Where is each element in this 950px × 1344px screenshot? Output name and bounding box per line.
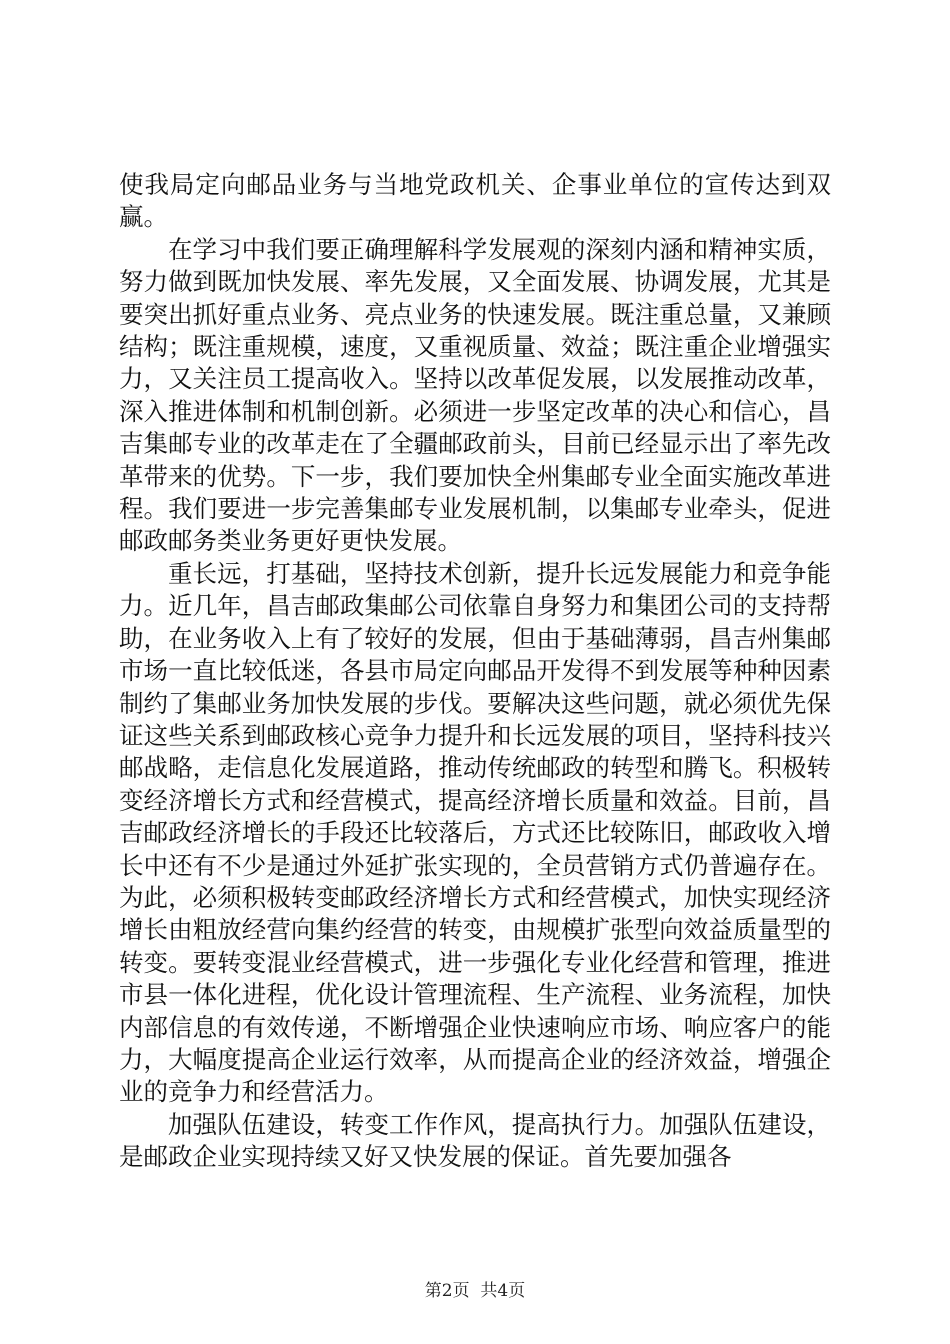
- paragraph-4: 加强队伍建设，转变工作作风，提高执行力。加强队伍建设，是邮政企业实现持续又好又快发展的保证。首先要加强各: [119, 1109, 831, 1172]
- paragraph-2: 在学习中我们要正确理解科学发展观的深刻内涵和精神实质，努力做到既加快发展、率先发展，又全面发展、协调发展，尤其是要突出抓好重点业务、亮点业务的快速发展。既注重总量，又兼顾结构；既注重规模，速度，又重视质量、效益；既注重企业增强实力，又关注员工提高收入。坚持以改革促发展，以发展推动改革，深入推进体制和机制创新。必须进一步坚定改革的决心和信心，昌吉集邮专业的改革走在了全疆邮政前头，目前已经显示出了率先改革带来的优势。下一步，我们要加快全州集邮专业全面实施改革进程。我们要进一步完善集邮专业发展机制，以集邮专业牵头，促进邮政邮务类业务更好更快发展。: [119, 234, 831, 556]
- paragraph-3: 重长远，打基础，坚持技术创新，提升长远发展能力和竞争能力。近几年，昌吉邮政集邮公司依靠自身努力和集团公司的支持帮助，在业务收入上有了较好的发展，但由于基础薄弱，昌吉州集邮市场一直比较低迷，各县市局定向邮品开发得不到发展等种种因素制约了集邮业务加快发展的步伐。要解决这些问题，就必须优先保证这些关系到邮政核心竞争力提升和长远发展的项目，坚持科技兴邮战略，走信息化发展道路，推动传统邮政的转型和腾飞。积极转变经济增长方式和经营模式，提高经济增长质量和效益。目前，昌吉邮政经济增长的手段还比较落后，方式还比较陈旧，邮政收入增长中还有不少是通过外延扩张实现的，全员营销方式仍普遍存在。为此，必须积极转变邮政经济增长方式和经营模式，加快实现经济增长由粗放经营向集约经营的转变，由规模扩张型向效益质量型的转变。要转变混业经营模式，进一步强化专业化经营和管理，推进市县一体化进程，优化设计管理流程、生产流程、业务流程，加快内部信息的有效传递，不断增强企业快速响应市场、响应客户的能力，大幅度提高企业运行效率，从而提高企业的经济效益，增强企业的竞争力和经营活力。: [119, 558, 831, 1107]
- page-footer: 第2页 共4页: [424, 1281, 526, 1301]
- paragraph-1: 使我局定向邮品业务与当地党政机关、企事业单位的宣传达到双赢。: [119, 170, 831, 232]
- document-body: [119, 169, 831, 1174]
